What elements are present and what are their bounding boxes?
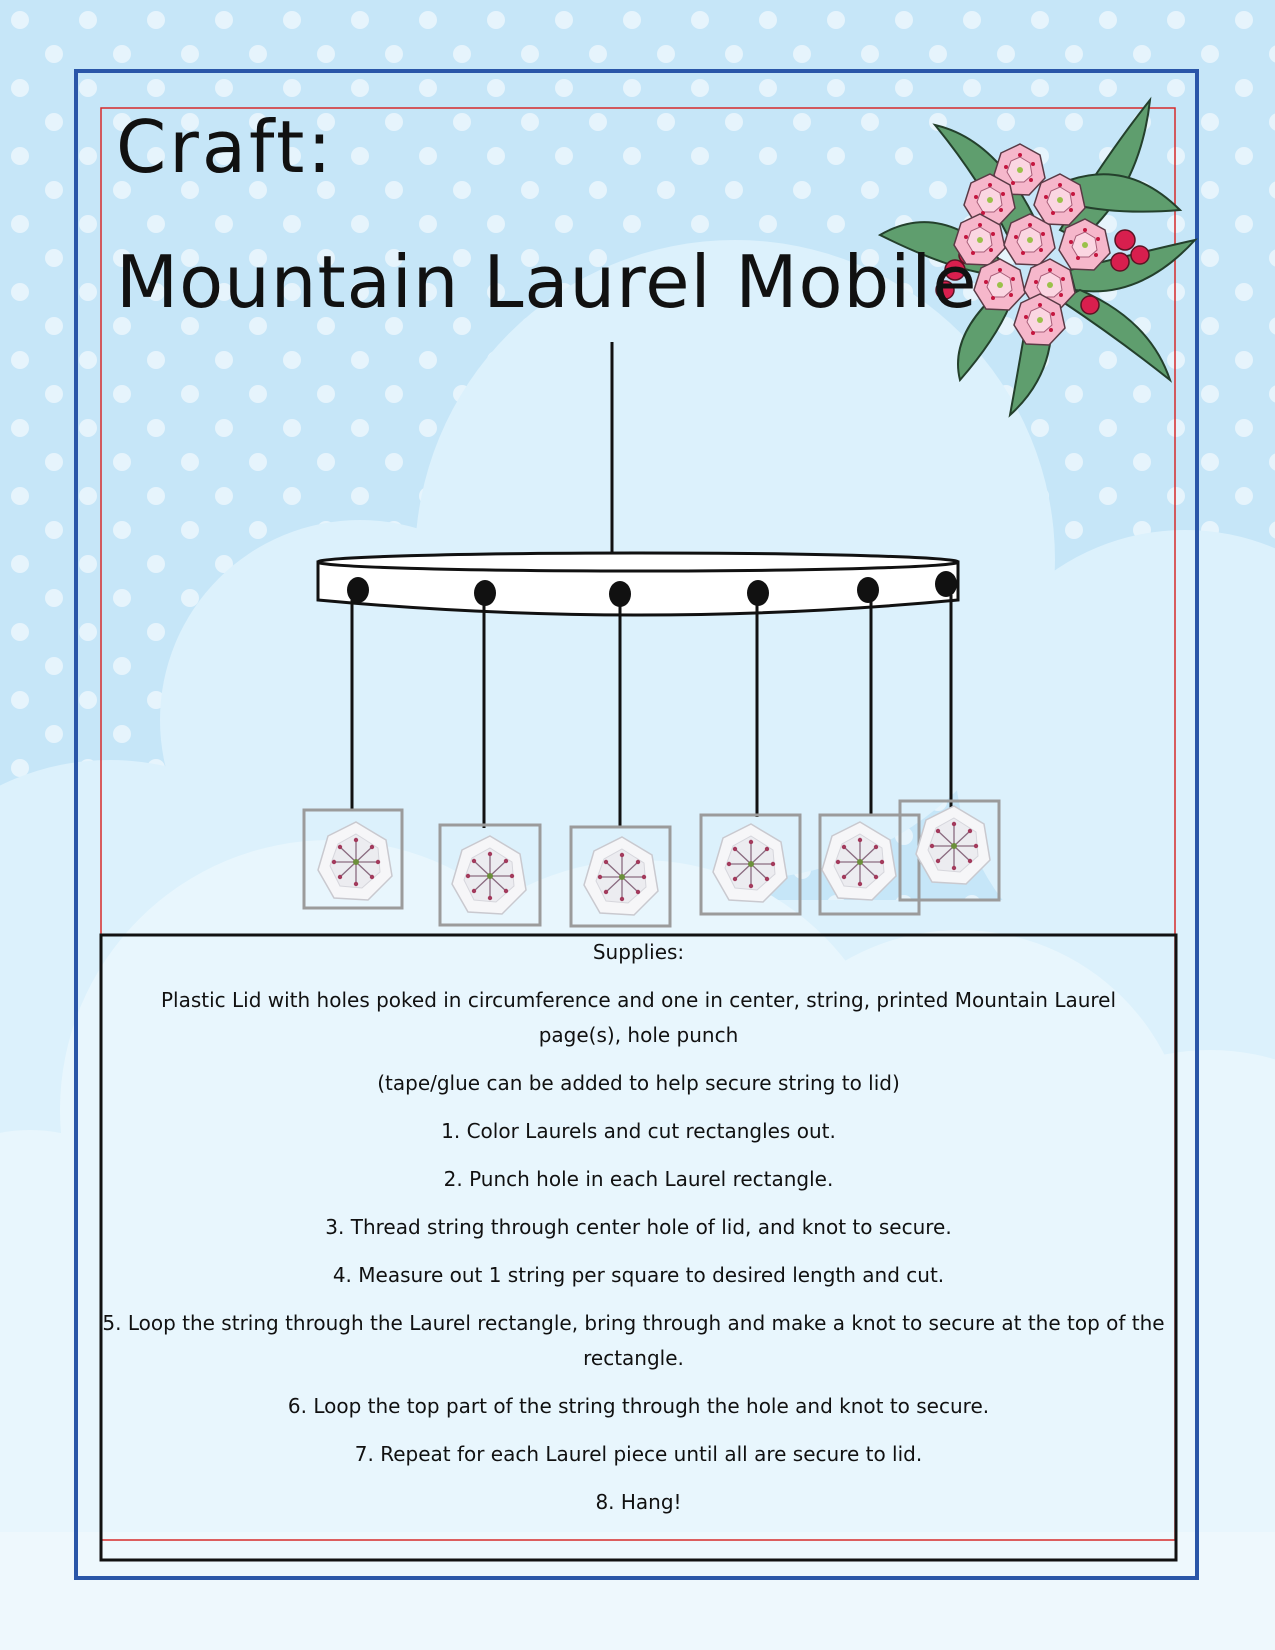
lid-top <box>318 553 958 571</box>
step-2: 2. Punch hole in each Laurel rectangle. <box>443 1167 834 1191</box>
supplies-note: (tape/glue can be added to help secure string to lid) <box>377 1071 900 1095</box>
step-4: 4. Measure out 1 string per square to desired length and cut. <box>332 1263 945 1287</box>
step-8: 8. Hang! <box>595 1490 682 1514</box>
supplies-list: Plastic Lid with holes poked in circumference and one in center, string, printed Mountain Laurel page(s), hole punch <box>160 988 1117 1047</box>
step-7: 7. Repeat for each Laurel piece until all are secure to lid. <box>354 1442 923 1466</box>
step-1: 1. Color Laurels and cut rectangles out. <box>441 1119 836 1143</box>
step-3: 3. Thread string through center hole of lid, and knot to secure. <box>325 1215 952 1239</box>
title-craft: Craft: <box>116 105 335 189</box>
supplies-section <box>101 935 1176 1520</box>
step-5: 5. Loop the string through the Laurel rectangle, bring through and make a knot to secure at the top of the rectangle. <box>102 1311 1165 1370</box>
supplies-heading: Supplies: <box>592 940 685 964</box>
step-6: 6. Loop the top part of the string through the hole and knot to secure. <box>287 1394 990 1418</box>
page-title: Mountain Laurel Mobile <box>116 240 978 324</box>
